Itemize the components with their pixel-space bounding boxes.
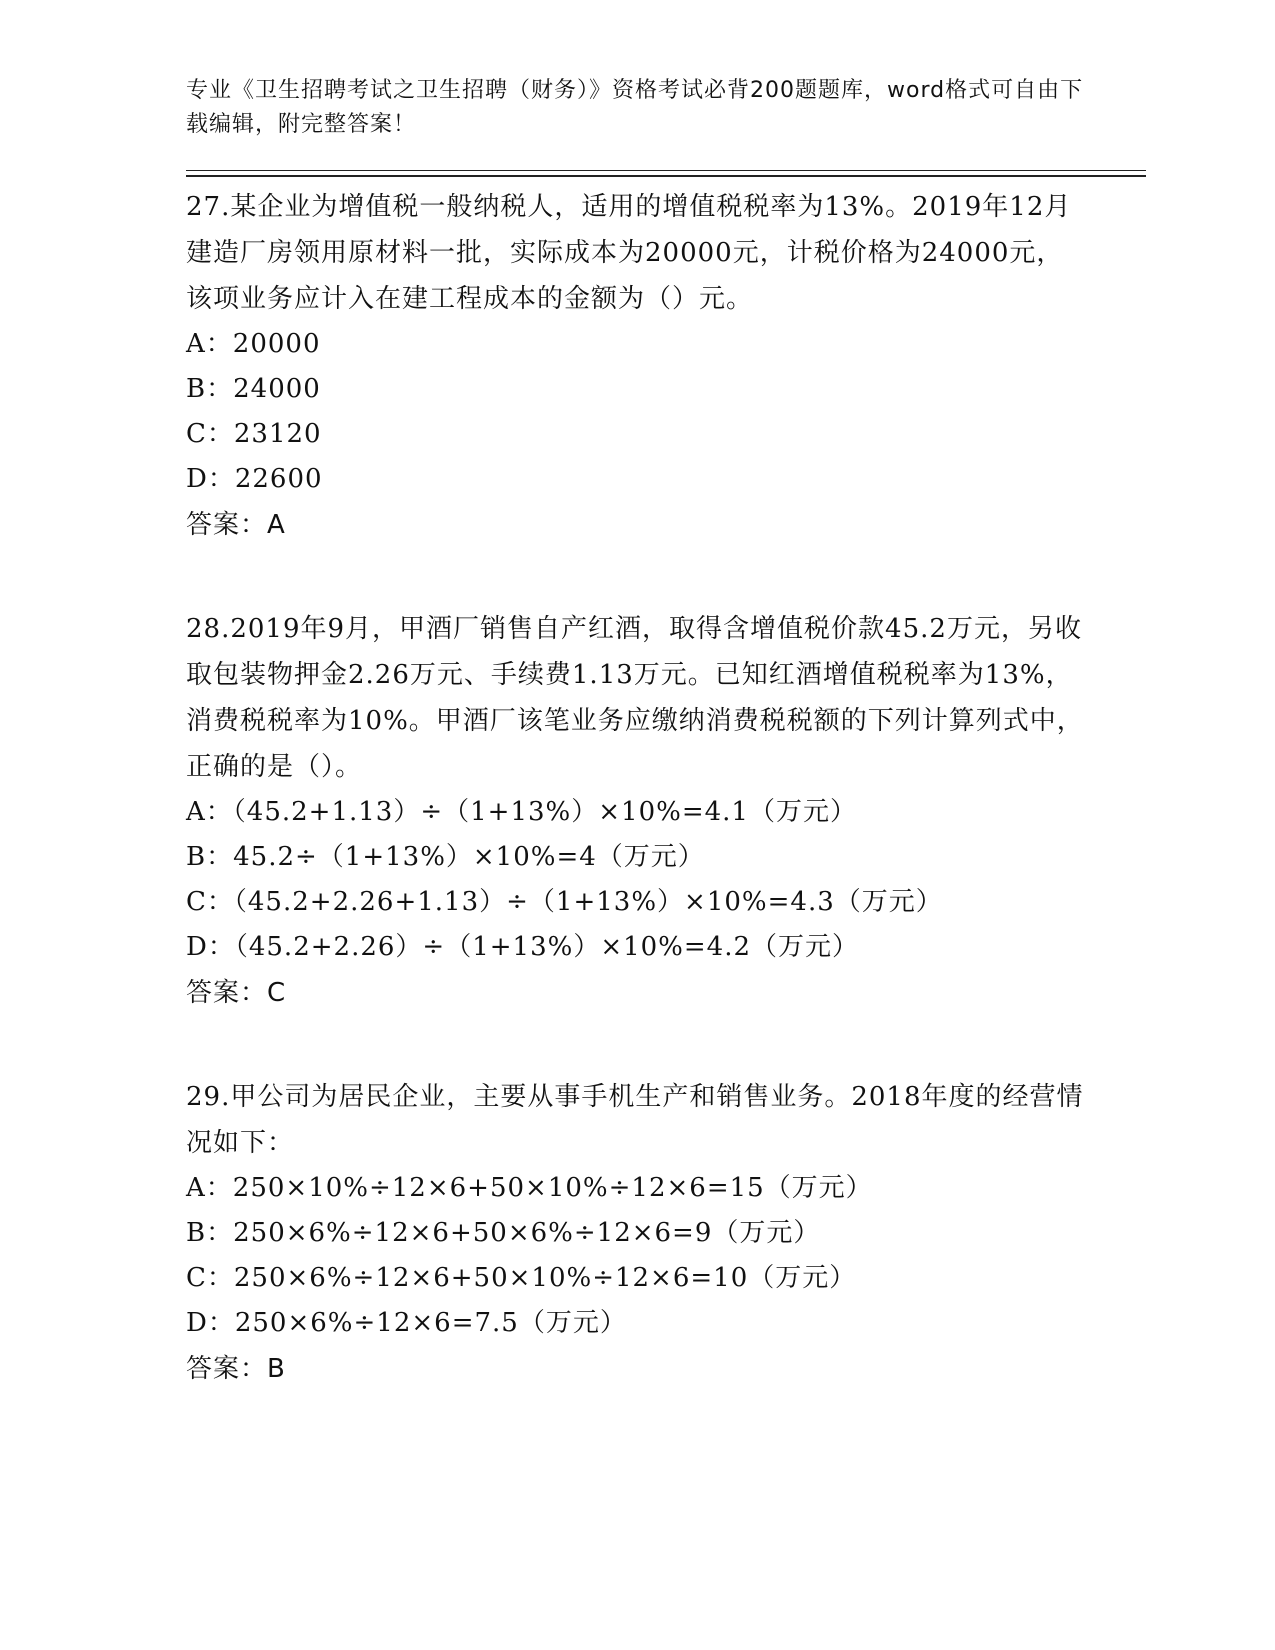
question-27	[186, 184, 1086, 548]
question-list	[186, 184, 1086, 1450]
option-a: A：250×10%÷12×6+50×10%÷12×6=15（万元）	[186, 1173, 873, 1203]
answer-text: 答案：C	[186, 978, 287, 1008]
question-stem: 28.2019年9月，甲酒厂销售自产红酒，取得含增值税价款45.2万元，另收取包装物押金2.26万元、手续费1.13万元。已知红酒增值税税率为13%，消费税税率为10%。甲酒厂该笔业务应缴纳消费税税额的下列计算列式中，正确的是（）。	[186, 614, 1084, 782]
option-d: D：22600	[186, 464, 323, 494]
question-28	[186, 606, 1086, 1016]
answer-text: 答案：B	[186, 1354, 286, 1384]
option-a: A：（45.2+1.13）÷（1+13%）×10%=4.1（万元）	[186, 797, 857, 827]
option-b: B：24000	[186, 374, 321, 404]
header-divider-bottom	[186, 175, 1146, 177]
header-divider-top	[186, 170, 1146, 171]
option-c: C：250×6%÷12×6+50×10%÷12×6=10（万元）	[186, 1263, 857, 1293]
option-b: B：250×6%÷12×6+50×6%÷12×6=9（万元）	[186, 1218, 821, 1248]
question-29	[186, 1074, 1086, 1392]
option-a: A：20000	[186, 329, 321, 359]
question-stem: 29.甲公司为居民企业，主要从事手机生产和销售业务。2018年度的经营情况如下：	[186, 1082, 1084, 1158]
option-c: C：（45.2+2.26+1.13）÷（1+13%）×10%=4.3（万元）	[186, 887, 943, 917]
option-c: C：23120	[186, 419, 322, 449]
option-b: B：45.2÷（1+13%）×10%=4（万元）	[186, 842, 705, 872]
answer-text: 答案：A	[186, 510, 286, 540]
option-d: D：（45.2+2.26）÷（1+13%）×10%=4.2（万元）	[186, 932, 860, 962]
document-header: 专业《卫生招聘考试之卫生招聘（财务）》资格考试必背200题题库，word格式可自由下载编辑，附完整答案！	[186, 78, 1084, 137]
question-stem: 27.某企业为增值税一般纳税人，适用的增值税税率为13%。2019年12月建造厂房领用原材料一批，实际成本为20000元，计税价格为24000元，该项业务应计入在建工程成本的金额为（）元。	[186, 192, 1072, 314]
option-d: D：250×6%÷12×6=7.5（万元）	[186, 1308, 627, 1338]
